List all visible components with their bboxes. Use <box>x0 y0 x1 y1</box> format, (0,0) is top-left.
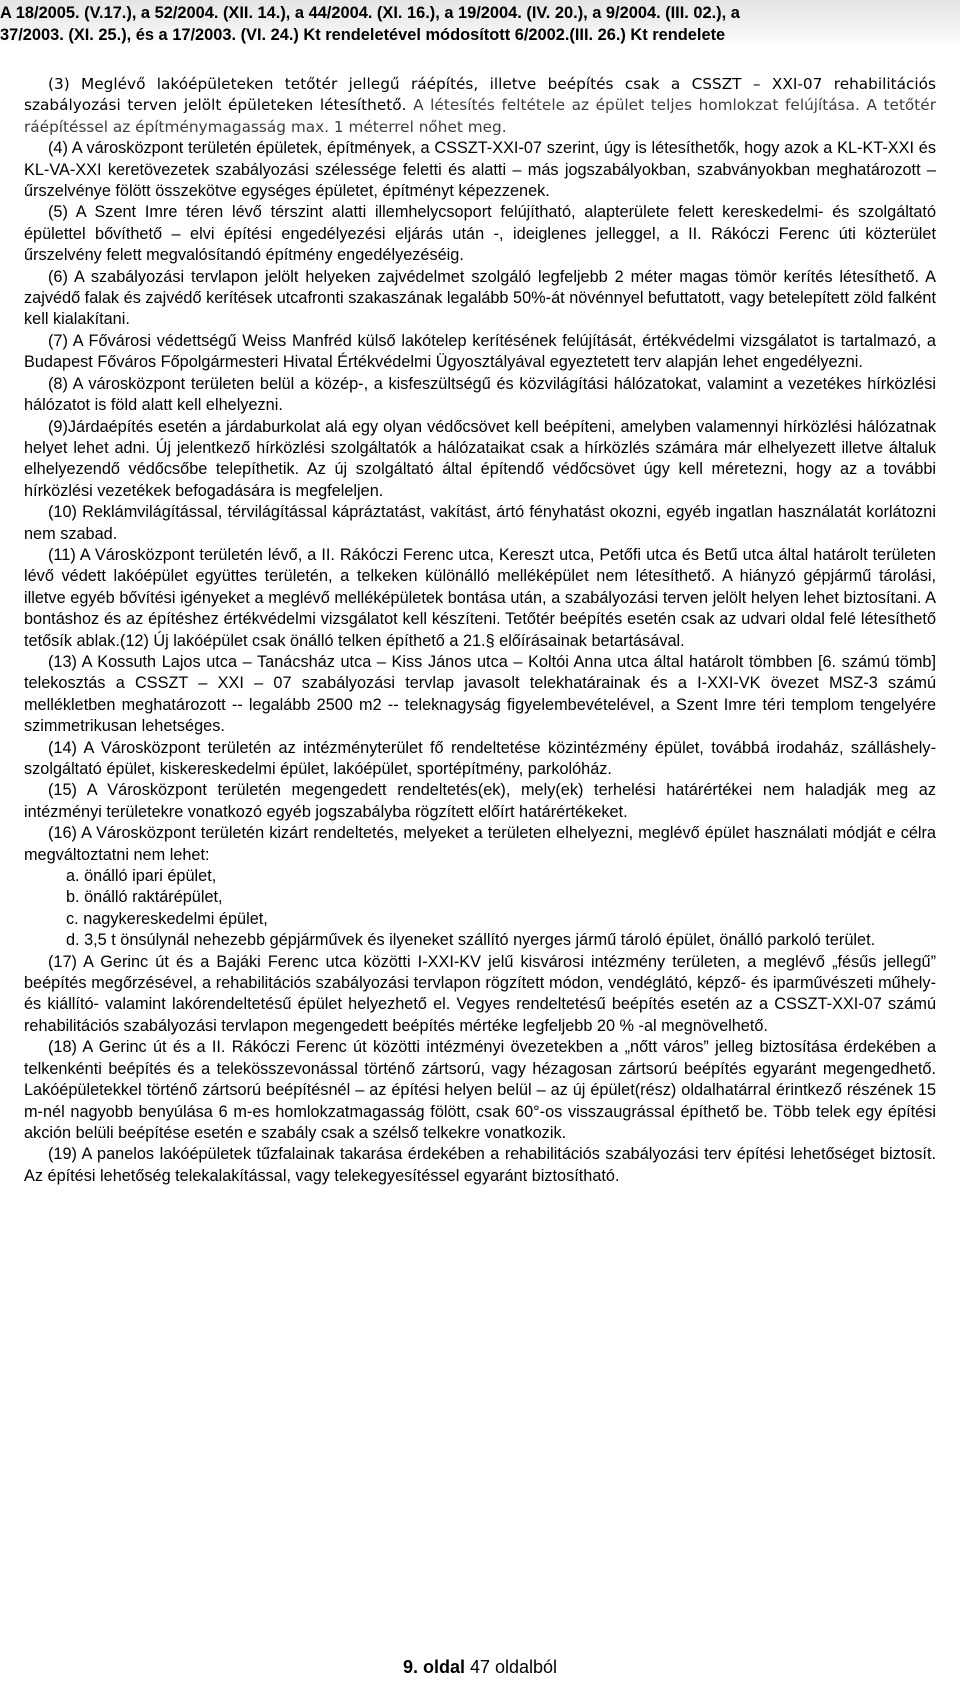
paragraph-15: (15) A Városközpont területén megengedett rendeltetés(ek), mely(ek) terhelési határértékei nem haladják meg az intézményi területekre vonatkozó egyéb jogszabályba rögzített előírt határértékeket. <box>24 781 936 821</box>
header-line-1: A 18/2005. (V.17.), a 52/2004. (XII. 14.), a 44/2004. (XI. 16.), a 19/2004. (IV. 20.), a 9/2004. (III. 02.), a <box>0 4 740 22</box>
paragraph-11: (11) A Városközpont területén lévő, a II. Rákóczi Ferenc utca, Kereszt utca, Petőfi utca és Betű utca által határolt területen lévő védett lakóépület együttes területén, a telkeken különálló melléképület nem létesíthető. A hiányzó gépjármű tárolási, illetve egyéb bővítési igényeket a meglévő melléképületek bontása után, a szabályozási terven jelölt helyen lehet biztosítani. A bontáshoz és az építéshez értékvédelmi vizsgálatot kell készíteni. Tetőtér beépítés esetén csak az udvari oldal felé létesíthető tetősík ablak.(12) Új lakóépület csak önálló telken építhető a 21.§ előírásainak betartásával. <box>24 545 936 650</box>
list-item-b: b. önálló raktárépület, <box>66 888 223 907</box>
paragraph-8: (8) A városközpont területen belül a közép-, a kisfeszültségű és közvilágítási hálózatokat, valamint a vezetékes hírközlési hálózatot is föld alatt kell elhelyezni. <box>24 374 936 415</box>
paragraph-6: (6) A szabályozási tervlapon jelölt helyeken zajvédelmet szolgáló legfeljebb 2 méter magas tömör kerítés létesíthető. A zajvédő falak és zajvédő kerítések utcafronti szakaszának legalább 50%-át növénnyel befuttatott, vagy betelepített zöld falként kell kialakítani. <box>24 267 936 329</box>
paragraph-17: (17) A Gerinc út és a Bajáki Ferenc utca közötti I-XXI-KV jelű kisvárosi intézmény területen, a meglévő „fésűs jellegű” beépítés megőrzésével, a rehabilitációs szabályozási tervlapon rögzített módon, vendéglátó, képző- és iparművészeti műhely- és kiállító- valamint lakórendeltetésű épület helyezhető el. Vegyes rendeltetésű beépítés esetén az a CSSZT-XXI-07 számú rehabilitációs szabályozási tervlapon megengedett beépítés mértéke legfeljebb 20 % -al megnövelhető. <box>24 952 936 1035</box>
document-header <box>0 0 960 48</box>
document-body <box>24 74 936 1187</box>
paragraph-13: (13) A Kossuth Lajos utca – Tanácsház utca – Kiss János utca – Koltói Anna utca által határolt tömbben [6. számú tömb] telekosztás a CSSZT – XXI – 07 szabályozási tervlap javasolt telekhatárainak és a I-XXI-VK övezet MSZ-3 számú mellékletben meghatározott -- legalább 2500 m2 -- teleknagyság figyelembevételével, a Szent Imre téri templom tengelyére szimmetrikusan lehetséges. <box>24 652 936 736</box>
header-line-2: 37/2003. (XI. 25.), és a 17/2003. (VI. 24.) Kt rendeletével módosított 6/2002.(III. 26.) Kt rendelete <box>0 26 726 44</box>
paragraph-3-text-continued: A létesítés feltétele az épület teljes homlokzat felújítása. A tetőtér ráépítéssel az építménymagasság max. 1 méterrel nőhet meg. <box>24 96 936 136</box>
paragraph-14: (14) A Városközpont területén az intézményterület fő rendeltetése közintézmény épület, továbbá irodaház, szálláshely-szolgáltató épület, kiskereskedelmi épület, lakóépület, sportépítmény, parkolóház. <box>24 738 936 778</box>
list-item-d: d. 3,5 t önsúlynál nehezebb gépjárművek és ilyeneket szállító nyerges jármű tároló épület, önálló parkoló terület. <box>66 931 876 950</box>
page-total: 47 oldalból <box>469 1657 558 1677</box>
paragraph-7: (7) A Fővárosi védettségű Weiss Manfréd külső lakótelep kerítésének felújítását, értékvédelmi vizsgálatot is tartalmazó, a Budapest Főváros Főpolgármesteri Hivatal Értékvédelmi Ügyosztályával egyeztetett terv alapján lehet engedélyezni. <box>24 331 936 372</box>
page-number: 9. oldal <box>402 1657 465 1677</box>
list-item-a: a. önálló ipari épület, <box>66 867 217 886</box>
page-footer <box>0 1656 960 1678</box>
paragraph-10: (10) Reklámvilágítással, térvilágítással kápráztatást, vakítást, ártó fényhatást okozni, egyéb ingatlan használatát korlátozni nem szabad. <box>24 503 936 543</box>
paragraph-16: (16) A Városközpont területén kizárt rendeltetés, melyeket a területen elhelyezni, meglévő épület használati módját e célra megváltoztatni nem lehet: <box>24 824 936 864</box>
paragraph-19: (19) A panelos lakóépületek tűzfalainak takarása érdekében a rehabilitációs szabályozási terv építési lehetőséget biztosít. Az építési lehetőség telekalakítással, vagy telekegyesítéssel egyaránt biztosítható. <box>24 1145 936 1185</box>
paragraph-3-text: (3) Meglévő lakóépületeken tetőtér jellegű ráépítés, illetve beépítés csak a CSSZT – XXI-07 rehabilitációs szabályozási terven jelölt épületeken létesíthető. <box>24 75 936 115</box>
paragraph-5: (5) A Szent Imre téren lévő térszint alatti illemhelycsoport felújítható, alapterülete felett kereskedelmi- és szolgáltató épülettel bővíthető – elvi építési engedélyezési eljárás után -, ideiglenes jelleggel, a II. Rákóczi Ferenc úti közterület űrszelvény felett megvalósítandó építmény engedélyezéséig. <box>24 203 936 265</box>
paragraph-9: (9)Járdaépítés esetén a járdaburkolat alá egy olyan védőcsövet kell beépíteni, amelyben valamennyi hírközlési hálózatnak helyet lehet adni. Új jelentkező hírközlési szolgáltatók a hálózataikat csak a hírközlés számára már elhelyezett illetve általuk elhelyezendő védőcsőbe telepíthetik. Az új szolgáltató által építendő védőcsövet úgy kell méretezni, hogy az a további hírközlési vezetékek befogadására is megfeleljen. <box>24 417 936 500</box>
paragraph-18: (18) A Gerinc út és a II. Rákóczi Ferenc út közötti intézményi övezetekben a „nőtt város” jelleg biztosítása érdekében a telkenkénti beépítés és a telekösszevonással történő zártsorú, vagy hézagosan zártsorú beépítés egyaránt megengedhető. Lakóépületekkel történő zártsorú beépítésnél – az építési helyen belül – az új épület(rész) oldalhatárral érintkező részének 15 m-nél nagyobb benyúlása 6 m-es homlokzatmagasság fölött, csak 60°-os visszaugrással építhető be. Több telek egy építési akción belüli beépítése esetén e szabály csak a szélső telkekre vonatkozik. <box>24 1038 936 1142</box>
list-item-c: c. nagykereskedelmi épület, <box>66 909 268 928</box>
paragraph-3 <box>24 74 936 138</box>
paragraph-4: (4) A városközpont területén épületek, építmények, a CSSZT-XXI-07 szerint, úgy is létesíthetők, hogy azok a KL-KT-XXI és KL-VA-XXI keretövezetek szabályozási szélessége feletti és alatti – más jogszabályokban, szabványokban meghatározott – űrszelvénye fölött összekötve egységes épületet, építményt képezzenek. <box>24 139 936 201</box>
